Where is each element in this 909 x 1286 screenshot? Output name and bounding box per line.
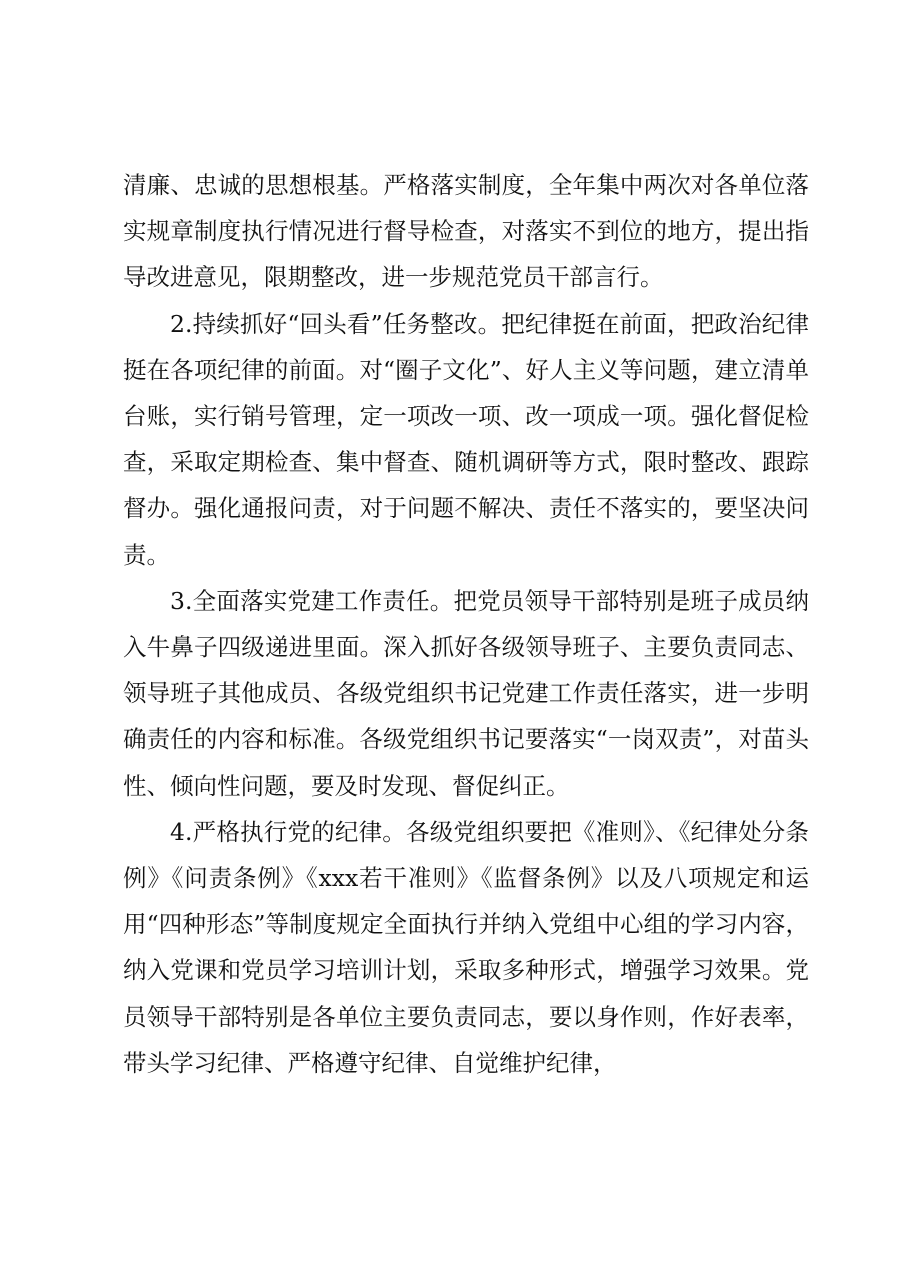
paragraph-item-2: 2.持续抓好“回头看”任务整改。把纪律挺在前面，把政治纪律挺在各项纪律的前面。对“圈子文化”、好人主义等问题，建立清单台账，实行销号管理，定一项改一项、改一项成一项。强化督促检查，采取定期检查、集中督查、随机调研等方式，限时整改、跟踪督办。强化通报问责，对于问题不解决、责任不落实的，要坚决问责。 bbox=[123, 309, 809, 569]
paragraph-item-4: 4.严格执行党的纪律。各级党组织要把《准则》、《纪律处分条例》《问责条例》《xxx若干准则》《监督条例》以及八项规定和运用“四种形态”等制度规定全面执行并纳入党组中心组的学习内容，纳入党课和党员学习培训计划，采取多种形式，增强学习效果。党员领导干部特别是各单位主要负责同志，要以身作则，作好表率，带头学习纪律、严格遵守纪律、自觉维护纪律， bbox=[123, 817, 809, 1077]
paragraph-continuation: 清廉、忠诚的思想根基。严格落实制度，全年集中两次对各单位落实规章制度执行情况进行督导检查，对落实不到位的地方，提出指导改进意见，限期整改，进一步规范党员干部言行。 bbox=[123, 171, 809, 292]
paragraph-item-3: 3.全面落实党建工作责任。把党员领导干部特别是班子成员纳入牛鼻子四级递进里面。深入抓好各级领导班子、主要负责同志、领导班子其他成员、各级党组织书记党建工作责任落实，进一步明确责任的内容和标准。各级党组织书记要落实“一岗双责”，对苗头性、倾向性问题，要及时发现、督促纠正。 bbox=[123, 586, 809, 800]
document-body bbox=[123, 162, 809, 1086]
